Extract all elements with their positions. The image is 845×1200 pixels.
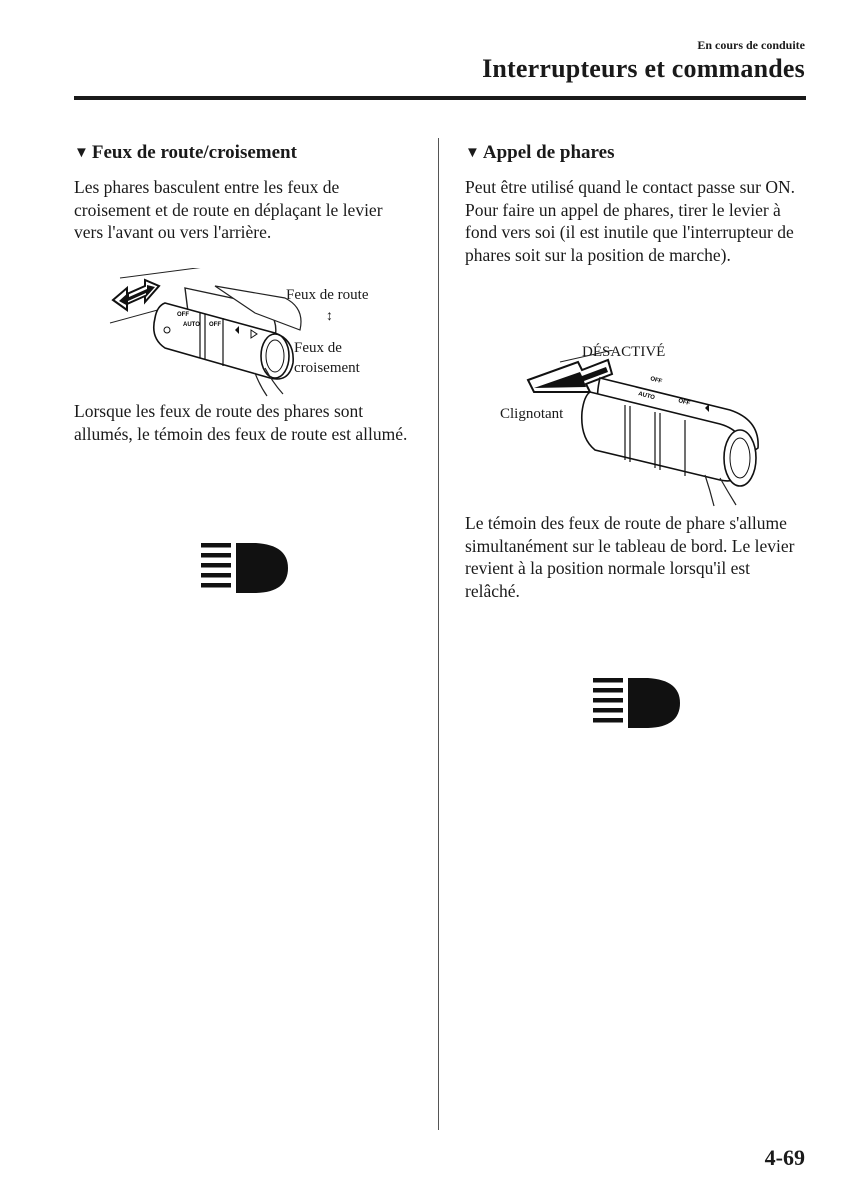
section-heading-flash: [465, 142, 614, 164]
chapter-label: En cours de conduite: [697, 38, 805, 52]
lever-text-auto: AUTO: [183, 322, 200, 328]
label-turn-signal: Clignotant: [500, 406, 564, 422]
paragraph: [74, 176, 414, 244]
section-heading-text: Feux de route/croisement: [91, 142, 297, 163]
paragraph-text: Le témoin des feux de route de phare s'allume simultanément sur le tableau de bord. Le levier revient à la position normale lorsqu'il est relâché.: [465, 513, 795, 601]
lever-text-off-2: OFF: [209, 322, 221, 328]
high-beam-indicator-icon: [198, 540, 290, 596]
triangle-bullet-icon: ▼: [74, 144, 89, 161]
label-high-beam: Feux de route: [286, 287, 369, 303]
section-heading-high-low-beam: [74, 142, 297, 164]
paragraph: [465, 176, 805, 266]
page-title: Interrupteurs et commandes: [482, 54, 805, 83]
lever-text-off: OFF: [649, 376, 663, 386]
triangle-bullet-icon: ▼: [465, 144, 480, 161]
lever-text-auto: AUTO: [637, 391, 656, 402]
section-heading-text: Appel de phares: [482, 142, 615, 163]
column-divider: [438, 138, 439, 1130]
header-rule: [74, 96, 806, 100]
paragraph-text: Lorsque les feux de route des phares sont allumés, le témoin des feux de route est allumé.: [74, 401, 408, 444]
paragraph: [74, 400, 414, 445]
label-low-beam-1: Feux de: [294, 340, 342, 356]
paragraph-text: Pour faire un appel de phares, tirer le levier à fond vers soi (il est inutile que l'interrupteur de phares soit sur la position de marche).: [465, 199, 794, 265]
label-off: DÉSACTIVÉ: [582, 344, 666, 360]
paragraph: [465, 512, 805, 602]
high-beam-indicator-icon: [590, 675, 682, 731]
page-number: 4-69: [764, 1145, 805, 1170]
paragraph-text: Peut être utilisé quand le contact passe sur ON.: [465, 177, 795, 197]
lever-illustration-flash: [500, 350, 790, 510]
paragraph-text: Les phares basculent entre les feux de croisement et de route en déplaçant le levier vers l'avant ou vers l'arrière.: [74, 177, 383, 242]
lever-text-off: OFF: [177, 312, 189, 318]
label-low-beam-2: croisement: [294, 360, 360, 376]
lever-text-off-2: OFF: [677, 398, 691, 408]
up-down-arrow-icon: ↕: [326, 309, 333, 324]
